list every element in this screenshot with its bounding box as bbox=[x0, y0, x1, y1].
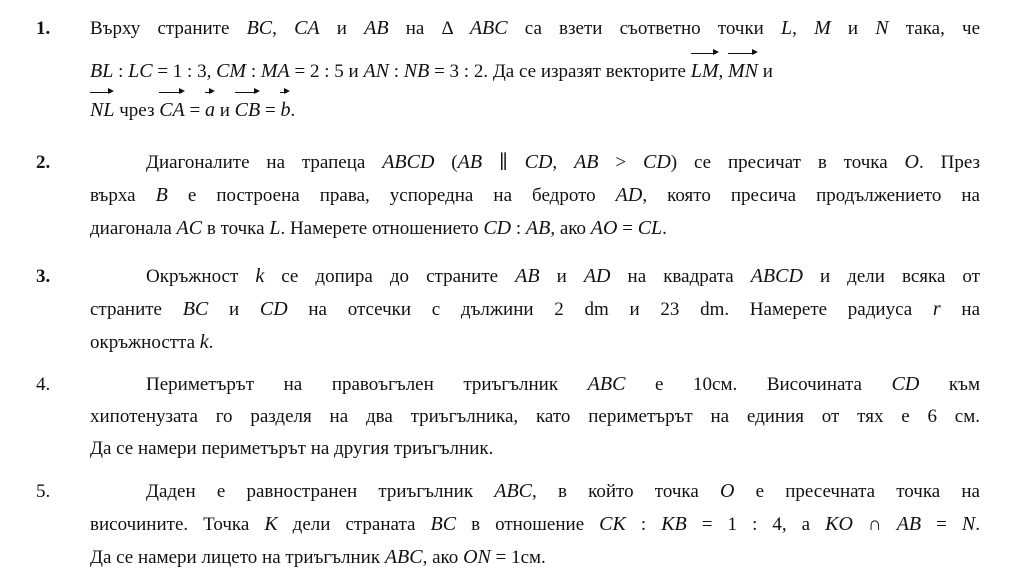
problem-line: Периметърът на правоъгълен триъгълник ABC е 10см. Височината CD към bbox=[146, 373, 980, 395]
problem-text bbox=[90, 146, 980, 245]
problem-text bbox=[90, 260, 980, 359]
problem-line: височините. Точка K дели страната BC в отношение CK : KB = 1 : 4, а KO ∩ AB = N. bbox=[90, 513, 981, 535]
problem-line: Да се намери лицето на триъгълник ABC, ако ON = 1см. bbox=[90, 546, 546, 568]
problem-line: BL : LC = 1 : 3, CM : MA = 2 : 5 и AN : NB = 3 : 2. Да се изразят векторите LM, MN и bbox=[90, 55, 980, 88]
problem-text bbox=[90, 475, 980, 574]
problem-text bbox=[90, 368, 980, 465]
problem-line: Върху страните BC, CA и AB на Δ ABC са взети съответно точки L, M и N така, че bbox=[90, 17, 981, 39]
problem-text bbox=[90, 12, 980, 127]
problem-number: 1. bbox=[36, 18, 51, 39]
problem-line: NL чрез CA = a и CB = b. bbox=[90, 94, 980, 127]
problem-line: страните BC и CD на отсечки с дължини 2 dm и 23 dm. Намерете радиуса r на bbox=[90, 298, 981, 320]
problem-line: хипотенузата го разделя на два триъгълника, като периметърът на единия от тях е 6 см. bbox=[90, 406, 980, 427]
problem-number: 3. bbox=[36, 266, 51, 287]
problem-number: 5. bbox=[36, 481, 51, 502]
problem-line: окръжността k. bbox=[90, 331, 214, 353]
problem-line: Диагоналите на трапеца ABCD (AB ∥ CD, AB > CD) се пресичат в точка O. През bbox=[146, 151, 981, 173]
problem-line: Да се намери периметърът на другия триъгълник. bbox=[90, 438, 494, 459]
problem-line: Окръжност k се допира до страните AB и AD на квадрата ABCD и дели всяка от bbox=[146, 265, 980, 287]
problem-number: 2. bbox=[36, 152, 51, 173]
problem-number: 4. bbox=[36, 374, 51, 395]
problem-line: Даден е равностранен триъгълник ABC, в който точка O е пресечната точка на bbox=[146, 480, 980, 502]
problem-line: диагонала AC в точка L. Намерете отношението CD : AB, ако AO = CL. bbox=[90, 217, 667, 239]
problem-line: върха B е построена права, успоредна на бедрото AD, която пресича продължението на bbox=[90, 184, 980, 206]
